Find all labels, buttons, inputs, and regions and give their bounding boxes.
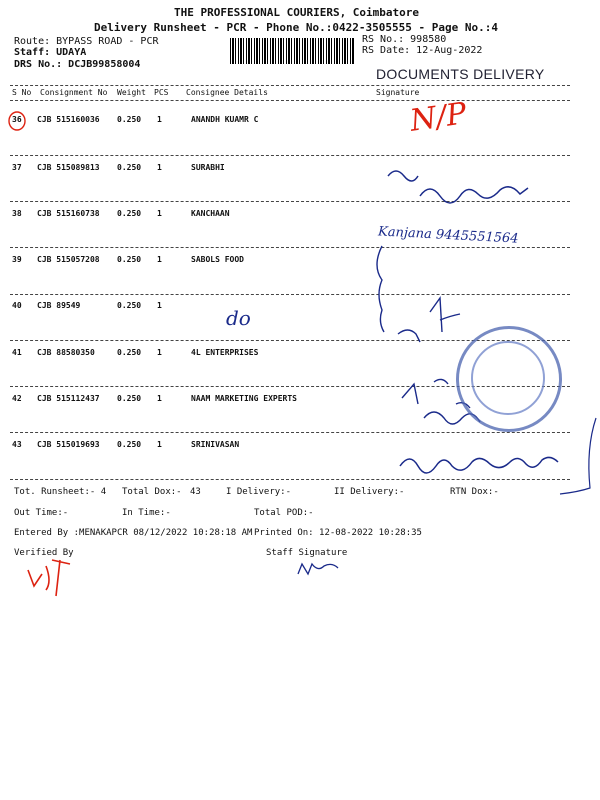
row-39-pcs: 1: [157, 255, 162, 264]
row-41-consignee: 4L ENTERPRISES: [191, 348, 259, 357]
route-label: Route: BYPASS ROAD - PCR: [14, 36, 159, 47]
row-38-weight: 0.250: [117, 209, 142, 218]
col-consignment: Consignment No: [40, 88, 108, 97]
i-delivery-label: I Delivery:-: [226, 487, 292, 497]
row-42-sno: 42: [12, 394, 22, 403]
col-signature: Signature: [376, 88, 420, 97]
row-41-sno: 41: [12, 348, 22, 357]
office-seal-stamp: [456, 326, 562, 432]
verified-by-label: Verified By: [14, 548, 74, 558]
printed-on: Printed On: 12-08-2022 10:28:35: [254, 528, 422, 538]
company-title: THE PROFESSIONAL COURIERS, Coimbatore: [174, 6, 420, 19]
row-37-consignee: SURABHI: [191, 163, 225, 172]
rs-date: RS Date: 12-Aug-2022: [362, 45, 483, 56]
row-37-pcs: 1: [157, 163, 162, 172]
row-38-cons: CJB 515160738: [37, 209, 100, 218]
row-40-cons: CJB 89549: [37, 301, 81, 310]
col-weight: Weight: [117, 88, 146, 97]
row-43-weight: 0.250: [117, 440, 142, 449]
row-39-weight: 0.250: [117, 255, 142, 264]
row-39-sno: 39: [12, 255, 22, 264]
documents-delivery-stamp: DOCUMENTS DELIVERY: [376, 66, 545, 82]
row-43-sno: 43: [12, 440, 22, 449]
rtn-dox-label: RTN Dox:-: [450, 487, 499, 497]
row-43-cons: CJB 515019693: [37, 440, 100, 449]
row-36-pcs: 1: [157, 115, 162, 124]
runsheet-subtitle: Delivery Runsheet - PCR - Phone No.:0422-3505555 - Page No.:4: [94, 21, 498, 34]
ii-delivery-label: II Delivery:-: [334, 487, 405, 497]
row-43-consignee: SRINIVASAN: [191, 440, 240, 449]
row-38-pcs: 1: [157, 209, 162, 218]
handwritten-np: N/P: [407, 96, 469, 139]
col-consignee: Consignee Details: [186, 88, 268, 97]
row-41-cons: CJB 88580350: [37, 348, 95, 357]
row-36-cons: CJB 515160036: [37, 115, 100, 124]
col-sno: S No: [12, 88, 32, 97]
row-37-sno: 37: [12, 163, 22, 172]
entered-by: Entered By :MENAKAPCR 08/12/2022 10:28:18 AM: [14, 528, 253, 538]
rs-number: RS No.: 998580: [362, 34, 447, 45]
row-38-consignee: KANCHAAN: [191, 209, 230, 218]
row-40-pcs: 1: [157, 301, 162, 310]
staff-signature-label: Staff Signature: [266, 548, 348, 558]
row-42-weight: 0.250: [117, 394, 142, 403]
row-38-sno: 38: [12, 209, 22, 218]
row-36-consignee: ANANDH KUAMR C: [191, 115, 259, 124]
handwritten-kanjana: Kanjana 9445551564: [377, 224, 519, 247]
row-37-cons: CJB 515089813: [37, 163, 100, 172]
total-dox-label: Total Dox:-: [122, 487, 182, 497]
row-39-cons: CJB 515057208: [37, 255, 100, 264]
row-36-weight: 0.250: [117, 115, 142, 124]
col-pcs: PCS: [154, 88, 169, 97]
row-42-pcs: 1: [157, 394, 162, 403]
row-41-weight: 0.250: [117, 348, 142, 357]
row-36-sno: 36: [12, 115, 22, 124]
total-runsheet: Tot. Runsheet:- 4: [14, 487, 107, 497]
row-39-consignee: SABOLS FOOD: [191, 255, 244, 264]
total-pod-label: Total POD:-: [254, 508, 314, 518]
row-42-cons: CJB 515112437: [37, 394, 100, 403]
row-41-pcs: 1: [157, 348, 162, 357]
in-time-label: In Time:-: [122, 508, 171, 518]
row-42-consignee: NAAM MARKETING EXPERTS: [191, 394, 297, 403]
out-time-label: Out Time:-: [14, 508, 69, 518]
row-40-weight: 0.250: [117, 301, 142, 310]
row-43-pcs: 1: [157, 440, 162, 449]
drs-label: DRS No.: DCJB99858004: [14, 59, 141, 70]
row-37-weight: 0.250: [117, 163, 142, 172]
total-dox-value: 43: [190, 487, 201, 497]
staff-label: Staff: UDAYA: [14, 47, 87, 58]
handwritten-do: do: [226, 306, 251, 330]
row-40-sno: 40: [12, 301, 22, 310]
